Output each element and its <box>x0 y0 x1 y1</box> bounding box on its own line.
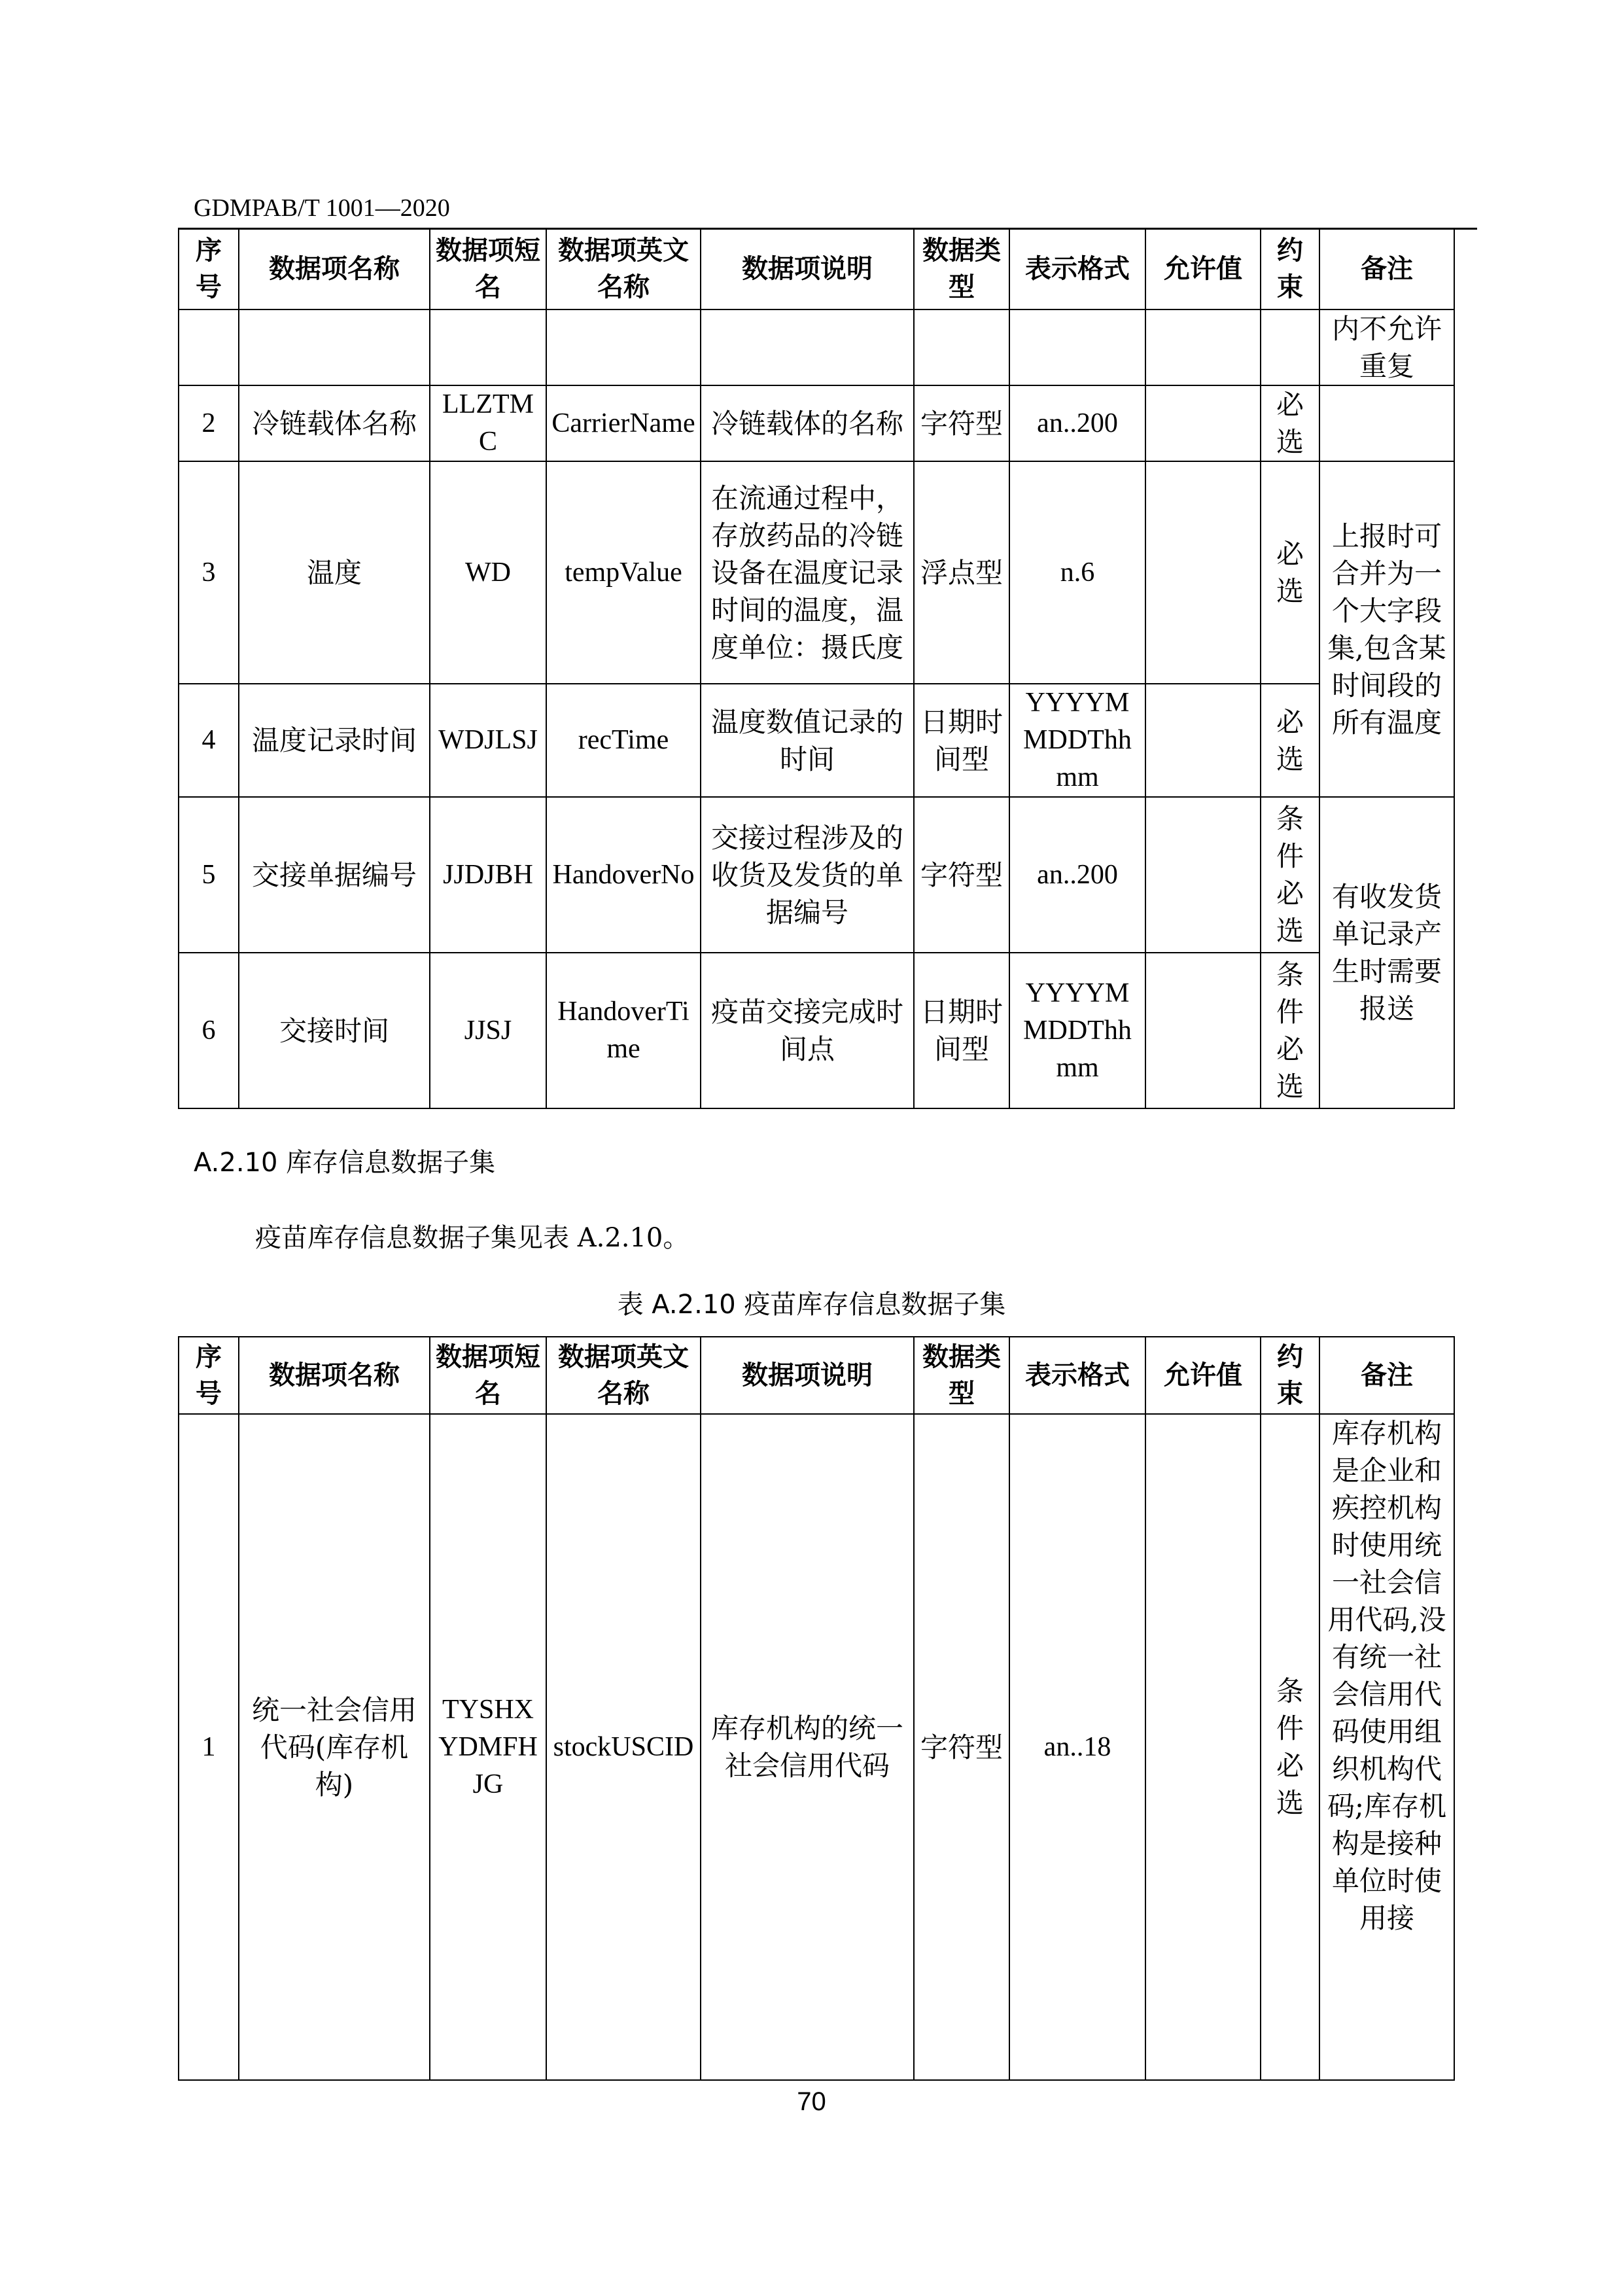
en-cell: recTime <box>546 684 701 797</box>
table-stock <box>178 1336 1455 2081</box>
cons-cell: 条件必选 <box>1261 1414 1319 2080</box>
allowed-cell <box>1145 1414 1261 2080</box>
name-cell: 统一社会信用代码(库存机构) <box>239 1414 430 2080</box>
col-header: 约束 <box>1261 228 1319 309</box>
no-cell: 2 <box>179 385 239 461</box>
allowed-cell <box>1145 953 1261 1108</box>
short-cell: WDJLSJ <box>430 684 546 797</box>
name-cell: 冷链载体名称 <box>239 385 430 461</box>
name-cell: 交接时间 <box>239 953 430 1108</box>
short-cell: LLZTMC <box>430 385 546 461</box>
col-header: 表示格式 <box>1009 1337 1145 1414</box>
fmt-cell: an..200 <box>1009 797 1145 953</box>
table-row <box>179 461 1454 684</box>
table-row <box>179 953 1454 1108</box>
col-header: 数据项名称 <box>239 228 430 309</box>
type-cell: 字符型 <box>914 797 1009 953</box>
document-code: GDMPAB/T 1001—2020 <box>194 194 450 222</box>
short-cell: JJDJBH <box>430 797 546 953</box>
type-cell: 日期时间型 <box>914 684 1009 797</box>
type-cell: 浮点型 <box>914 461 1009 684</box>
section-heading: A.2.10 库存信息数据子集 <box>194 1148 496 1178</box>
note-cell: 上报时可合并为一个大字段集,包含某时间段的所有温度 <box>1319 461 1454 797</box>
en-cell: CarrierName <box>546 385 701 461</box>
col-header: 数据类型 <box>914 1337 1009 1414</box>
type-cell: 字符型 <box>914 1414 1009 2080</box>
cons-cell: 必选 <box>1261 684 1319 797</box>
fmt-cell: YYYYMMDDThhmm <box>1009 684 1145 797</box>
no-cell: 5 <box>179 797 239 953</box>
col-header: 表示格式 <box>1009 228 1145 309</box>
table-row <box>179 385 1454 461</box>
en-cell: tempValue <box>546 461 701 684</box>
short-cell: WD <box>430 461 546 684</box>
name-cell: 温度记录时间 <box>239 684 430 797</box>
no-cell: 6 <box>179 953 239 1108</box>
desc-cell: 在流通过程中，存放药品的冷链设备在温度记录时间的温度，温度单位：摄氏度 <box>701 461 914 684</box>
fmt-cell: YYYYMMDDThhmm <box>1009 953 1145 1108</box>
allowed-cell <box>1145 461 1261 684</box>
col-header: 序号 <box>179 1337 239 1414</box>
cons-cell: 必选 <box>1261 461 1319 684</box>
fmt-cell: n.6 <box>1009 461 1145 684</box>
col-header: 备注 <box>1319 1337 1454 1414</box>
col-header: 约束 <box>1261 1337 1319 1414</box>
en-cell: stockUSCID <box>546 1414 701 2080</box>
cons-cell: 条件必选 <box>1261 797 1319 953</box>
col-header: 数据项英文名称 <box>546 228 701 309</box>
col-header: 数据项短名 <box>430 1337 546 1414</box>
table-row <box>179 797 1454 953</box>
note-cell: 有收发货单记录产生时需要报送 <box>1319 797 1454 1108</box>
desc-cell: 疫苗交接完成时间点 <box>701 953 914 1108</box>
desc-cell: 温度数值记录的时间 <box>701 684 914 797</box>
type-cell: 日期时间型 <box>914 953 1009 1108</box>
name-cell: 交接单据编号 <box>239 797 430 953</box>
fmt-cell: an..200 <box>1009 385 1145 461</box>
no-cell: 4 <box>179 684 239 797</box>
desc-cell: 冷链载体的名称 <box>701 385 914 461</box>
desc-cell: 交接过程涉及的收货及发货的单据编号 <box>701 797 914 953</box>
col-header: 数据项英文名称 <box>546 1337 701 1414</box>
col-header: 数据项说明 <box>701 228 914 309</box>
cons-cell: 必选 <box>1261 385 1319 461</box>
note-cell: 内不允许重复 <box>1319 309 1454 385</box>
allowed-cell <box>1145 385 1261 461</box>
short-cell: JJSJ <box>430 953 546 1108</box>
col-header: 数据项说明 <box>701 1337 914 1414</box>
page-number: 70 <box>797 2087 826 2116</box>
name-cell: 温度 <box>239 461 430 684</box>
table-header-row <box>179 1337 1454 1414</box>
table-row <box>179 1414 1454 2080</box>
en-cell: HandoverNo <box>546 797 701 953</box>
allowed-cell <box>1145 684 1261 797</box>
col-header: 数据项短名 <box>430 228 546 309</box>
desc-cell: 库存机构的统一社会信用代码 <box>701 1414 914 2080</box>
en-cell: HandoverTime <box>546 953 701 1108</box>
table-cold-chain <box>178 228 1455 1109</box>
allowed-cell <box>1145 797 1261 953</box>
short-cell: TYSHXYDMFHJG <box>430 1414 546 2080</box>
col-header: 数据类型 <box>914 228 1009 309</box>
col-header: 允许值 <box>1145 1337 1261 1414</box>
col-header: 数据项名称 <box>239 1337 430 1414</box>
type-cell: 字符型 <box>914 385 1009 461</box>
no-cell: 3 <box>179 461 239 684</box>
cons-cell: 条件必选 <box>1261 953 1319 1108</box>
col-header: 备注 <box>1319 228 1454 309</box>
table-caption: 表 A.2.10 疫苗库存信息数据子集 <box>617 1290 1006 1320</box>
table-row-continued <box>179 309 1454 385</box>
col-header: 允许值 <box>1145 228 1261 309</box>
fmt-cell: an..18 <box>1009 1414 1145 2080</box>
section-paragraph: 疫苗库存信息数据子集见表 A.2.10。 <box>255 1223 689 1253</box>
table-header-row <box>179 228 1454 309</box>
note-cell: 库存机构是企业和疾控机构时使用统一社会信用代码,没有统一社会信用代码使用组织机构代码;库存机构是接种单位时使用接 <box>1319 1414 1454 2080</box>
no-cell: 1 <box>179 1414 239 2080</box>
table-row <box>179 684 1454 797</box>
note-cell <box>1319 385 1454 461</box>
col-header: 序号 <box>179 228 239 309</box>
